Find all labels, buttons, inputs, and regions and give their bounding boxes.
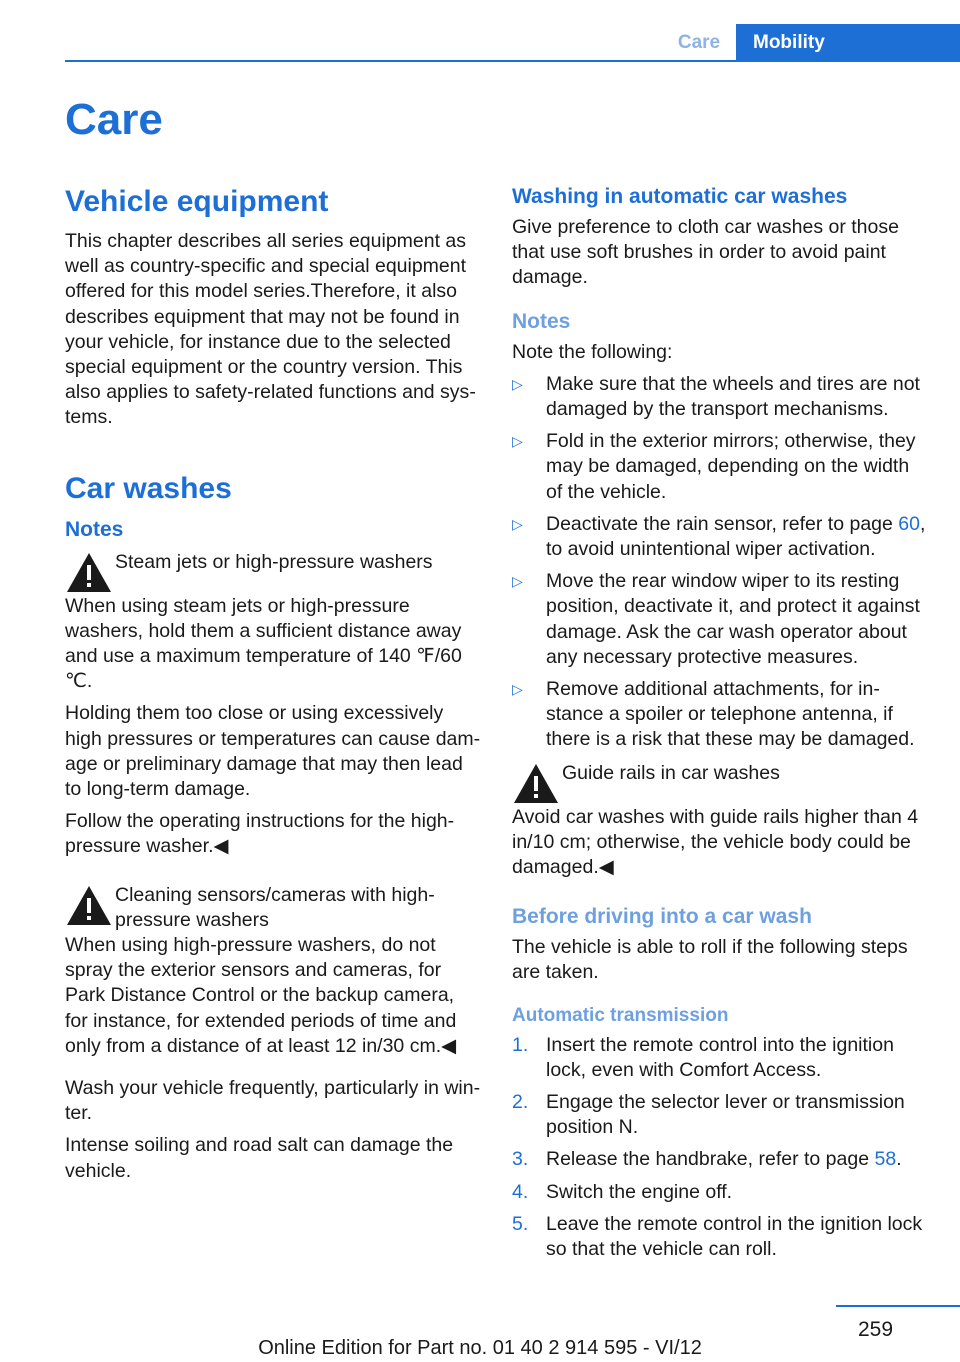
page-link-58[interactable]: 58	[874, 1148, 897, 1171]
list-item-text: Remove additional attachments, for instance a spoiler or telephone antenna, if there is a risk that these may be damaged.	[546, 678, 915, 751]
list-item	[512, 1212, 928, 1262]
step-number: 5.	[512, 1212, 529, 1235]
triangle-bullet-icon: ▷	[512, 515, 523, 532]
list-item-text: Make sure that the wheels and tires are not damaged by the transport mechanisms.	[546, 372, 920, 421]
step-number: 1.	[512, 1033, 529, 1056]
automatic-transmission-heading: Automatic transmission	[512, 1004, 729, 1026]
list-item	[512, 429, 928, 505]
step-text: Switch the engine off.	[546, 1180, 733, 1203]
warning-cleaning-sensors-title: Cleaning sensors/cameras with high-pressure washers	[115, 883, 435, 931]
list-item	[512, 1033, 928, 1083]
warning-guide-rails	[512, 761, 928, 805]
page-title: Care	[65, 95, 163, 144]
right-column	[512, 183, 928, 1270]
warning-triangle-icon	[65, 883, 115, 927]
warning-triangle-icon	[512, 761, 562, 805]
automatic-car-washes-heading: Washing in automatic car washes	[512, 185, 848, 208]
steps-list	[512, 1033, 928, 1263]
automatic-car-washes-text: Give preference to cloth car washes or those that use soft brushes in order to avoid paint damage.	[512, 216, 899, 289]
warning-guide-rails-title: Guide rails in car washes	[562, 761, 780, 784]
warning-guide-rails-text: Avoid car washes with guide rails higher than 4 in/10 cm; otherwise, the vehicle body could be damaged.◀	[512, 805, 919, 879]
list-item	[512, 569, 928, 670]
warning-steam-jets-text-3: Follow the operating instructions for the high-pressure washer.◀	[65, 810, 455, 858]
triangle-bullet-icon: ▷	[512, 433, 523, 450]
triangle-bullet-icon: ▷	[512, 681, 523, 698]
notes-heading: Notes	[512, 309, 571, 333]
step-text: Insert the remote control into the ignition lock, even with Comfort Access.	[546, 1033, 894, 1081]
footer-edition: Online Edition for Part no. 01 40 2 914 595 - VI/12	[258, 1337, 702, 1359]
vehicle-equipment-text: This chapter describes all series equipment as well as country-specific and special equipment offered for this model series.Therefore, it also describes equipment that may not be found in your vehicle, for instance due to the selected special equipment or the country version. This also applies to safety-related functions and systems.	[65, 230, 476, 429]
list-item	[512, 1180, 928, 1205]
header-rule	[65, 60, 960, 62]
header-tab-mobility[interactable]: Mobility	[736, 24, 960, 62]
list-item	[512, 1090, 928, 1140]
list-item-text: Deactivate the rain sensor, refer to page 60, to avoid unintentional wiper activation.	[546, 512, 926, 561]
left-column	[65, 183, 481, 1191]
notes-intro: Note the following:	[512, 340, 673, 363]
step-text: Leave the remote control in the ignition lock so that the vehicle can roll.	[546, 1212, 923, 1261]
notes-list	[512, 372, 928, 753]
warning-triangle-icon	[65, 550, 115, 594]
warning-steam-jets-text-2: Holding them too close or using excessively high pressures or temperatures can cause damage or preliminary damage that may then lead to long-term damage.	[65, 702, 481, 801]
header-tab-care[interactable]: Care	[677, 32, 721, 53]
warning-steam-jets	[65, 550, 481, 594]
list-item	[512, 677, 928, 753]
step-number: 2.	[512, 1091, 529, 1114]
warning-cleaning-sensors-text: When using high-pressure washers, do not spray the exterior sensors and cameras, for Park Distance Control or the backup camera, for instance, for extended periods of time and only from a distance of at least 12 in/30 cm.◀	[65, 934, 457, 1057]
wash-frequency-text: Wash your vehicle frequently, particularly in winter.	[65, 1077, 481, 1125]
car-washes-notes-heading: Notes	[65, 517, 124, 541]
step-text: Release the handbrake, refer to page 58.	[546, 1148, 902, 1171]
car-washes-heading: Car washes	[65, 471, 232, 505]
step-number: 3.	[512, 1148, 529, 1171]
before-car-wash-text: The vehicle is able to roll if the following steps are taken.	[512, 936, 908, 984]
warning-steam-jets-title: Steam jets or high-pressure washers	[115, 550, 433, 573]
page-link-60[interactable]: 60	[898, 512, 920, 535]
before-car-wash-heading: Before driving into a car wash	[512, 905, 812, 929]
soiling-text: Intense soiling and road salt can damage the vehicle.	[65, 1134, 454, 1182]
warning-steam-jets-text: When using steam jets or high-pressure washers, hold them a sufficient distance away and use a maximum temperature of 140 ℉/60 ℃.	[65, 594, 462, 693]
page-number: 259	[858, 1318, 894, 1341]
warning-cleaning-sensors	[65, 883, 481, 933]
triangle-bullet-icon: ▷	[512, 573, 523, 590]
vehicle-equipment-heading: Vehicle equipment	[65, 185, 329, 218]
footer-rule	[836, 1305, 960, 1307]
list-item	[512, 512, 928, 562]
step-number: 4.	[512, 1180, 529, 1203]
list-item	[512, 372, 928, 422]
list-item-text: Move the rear window wiper to its resting position, deactivate it, and protect it against damage. Ask the car wash operator about any necessary protective measures.	[546, 570, 920, 668]
step-text: Engage the selector lever or transmission position N.	[546, 1091, 905, 1139]
list-item	[512, 1147, 928, 1172]
triangle-bullet-icon: ▷	[512, 375, 523, 392]
list-item-text: Fold in the exterior mirrors; otherwise, they may be damaged, depending on the width of the vehicle.	[546, 430, 916, 503]
